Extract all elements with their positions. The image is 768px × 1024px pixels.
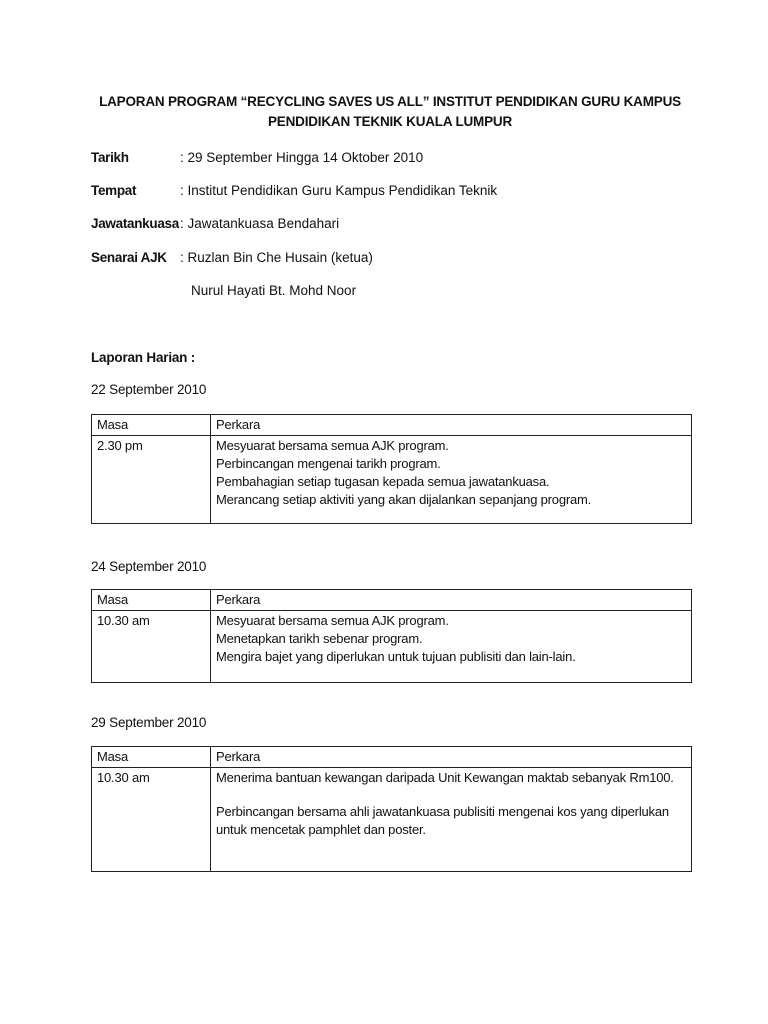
table-header-row (92, 747, 692, 768)
jawatankuasa-label: Jawatankuasa (91, 216, 179, 231)
perkara-item: Merancang setiap aktiviti yang akan dijalankan sepanjang program. (216, 492, 592, 507)
perkara-item: Mesyuarat bersama semua AJK program. (216, 438, 449, 453)
report-title-line-2: PENDIDIKAN TEKNIK KUALA LUMPUR (268, 114, 512, 129)
perkara-cell (211, 436, 692, 524)
header-perkara: Perkara (211, 590, 692, 611)
header-perkara: Perkara (211, 415, 692, 436)
perkara-cell (211, 611, 692, 683)
daily-report-table (91, 589, 692, 683)
tempat-label: Tempat (91, 183, 137, 198)
header-masa: Masa (92, 747, 211, 768)
daily-report-table (91, 414, 692, 524)
header-masa: Masa (92, 415, 211, 436)
perkara-item: untuk mencetak pamphlet dan poster. (216, 822, 426, 837)
jawatankuasa-value: : Jawatankuasa Bendahari (180, 216, 340, 231)
table-row (92, 436, 692, 524)
perkara-item: Perbincangan mengenai tarikh program. (216, 456, 441, 471)
senarai-ajk-label: Senarai AJK (91, 250, 167, 265)
perkara-item: Menerima bantuan kewangan daripada Unit Kewangan maktab sebanyak Rm100. (216, 770, 674, 785)
senarai-ajk-value-1: : Ruzlan Bin Che Husain (ketua) (180, 250, 373, 265)
day-date: 24 September 2010 (91, 559, 207, 574)
table-row (92, 611, 692, 683)
masa-cell: 2.30 pm (92, 436, 211, 524)
masa-cell: 10.30 am (92, 611, 211, 683)
perkara-item: Mesyuarat bersama semua AJK program. (216, 613, 449, 628)
header-perkara: Perkara (211, 747, 692, 768)
perkara-item: Menetapkan tarikh sebenar program. (216, 631, 423, 646)
report-title-line-1: LAPORAN PROGRAM “RECYCLING SAVES US ALL” INSTITUT PENDIDIKAN GURU KAMPUS (99, 94, 681, 109)
section-title-laporan-harian: Laporan Harian : (91, 350, 196, 365)
tempat-value: : Institut Pendidikan Guru Kampus Pendidikan Teknik (180, 183, 498, 198)
perkara-item: Perbincangan bersama ahli jawatankuasa publisiti mengenai kos yang diperlukan (216, 804, 669, 819)
table-header-row (92, 415, 692, 436)
paragraph-gap (216, 787, 686, 803)
perkara-item: Pembahagian setiap tugasan kepada semua jawatankuasa. (216, 474, 550, 489)
day-date: 22 September 2010 (91, 382, 207, 397)
masa-cell: 10.30 am (92, 768, 211, 872)
header-masa: Masa (92, 590, 211, 611)
tarikh-label: Tarikh (91, 150, 129, 165)
perkara-item: Mengira bajet yang diperlukan untuk tujuan publisiti dan lain-lain. (216, 649, 576, 664)
daily-report-table (91, 746, 692, 872)
day-date: 29 September 2010 (91, 715, 207, 730)
table-header-row (92, 590, 692, 611)
tarikh-value: : 29 September Hingga 14 Oktober 2010 (180, 150, 424, 165)
report-title (90, 92, 690, 132)
table-row (92, 768, 692, 872)
perkara-cell (211, 768, 692, 872)
senarai-ajk-value-2: Nurul Hayati Bt. Mohd Noor (191, 283, 357, 298)
